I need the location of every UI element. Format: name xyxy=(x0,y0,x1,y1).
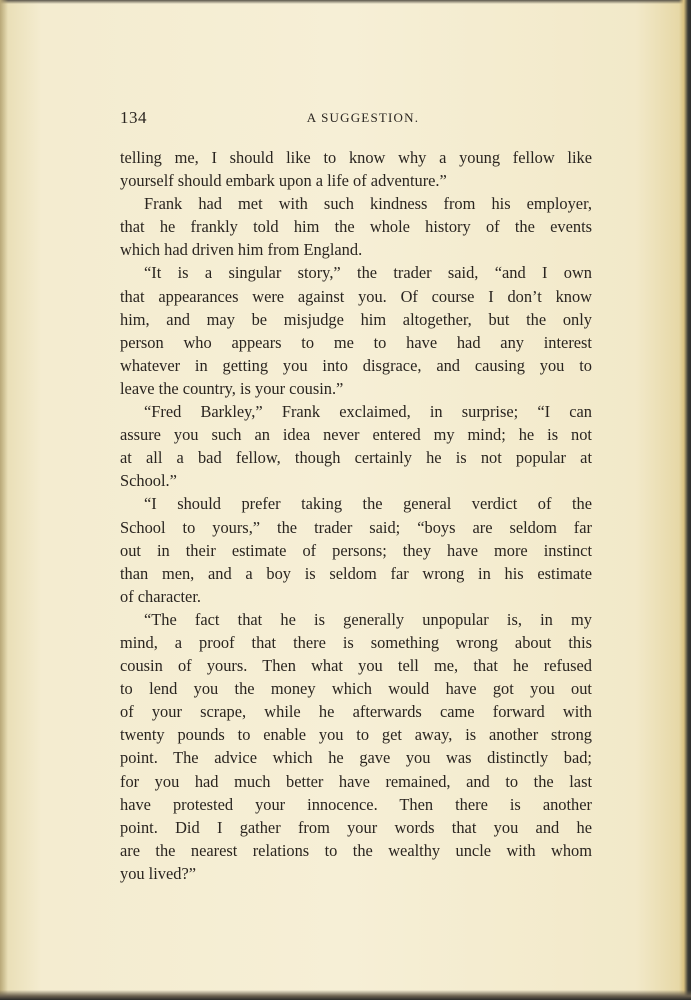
text-line: School to yours,” the trader said; “boys are seldom far xyxy=(120,517,592,537)
body-text xyxy=(120,146,592,885)
text-line: which had driven him from England. xyxy=(120,240,363,260)
text-line: School.” xyxy=(120,471,177,491)
text-line: “It is a singular story,” the trader said, “and I own xyxy=(144,263,592,283)
page-binding-shadow xyxy=(0,0,8,1000)
text-line: at all a bad fellow, though certainly he is not popular at xyxy=(120,448,592,468)
text-line: telling me, I should like to know why a young fellow like xyxy=(120,148,592,167)
page-bottom-edge xyxy=(0,990,691,1000)
text-line: “Fred Barkley,” Frank exclaimed, in surprise; “I can xyxy=(144,402,592,422)
text-line: point. The advice which he gave you was distinctly bad; xyxy=(120,748,592,768)
page-number: 134 xyxy=(120,108,147,127)
text-line: “The fact that he is generally unpopular is, in my xyxy=(144,609,592,629)
page-top-edge xyxy=(0,0,691,4)
text-line: are the nearest relations to the wealthy uncle with whom xyxy=(120,840,592,860)
text-line: that appearances were against you. Of course I don’t know xyxy=(120,286,592,306)
text-line: have protested your innocence. Then there is another xyxy=(120,794,592,814)
text-line: him, and may be misjudge him altogether, but the only xyxy=(120,309,592,329)
text-line: twenty pounds to enable you to get away, is another strong xyxy=(120,725,592,745)
text-line: for you had much better have remained, and to the last xyxy=(120,771,592,791)
text-line: cousin of yours. Then what you tell me, that he refused xyxy=(120,656,592,676)
page-right-edge xyxy=(679,0,691,1000)
text-line: person who appears to me to have had any interest xyxy=(120,332,592,352)
text-line: to lend you the money which would have got you out xyxy=(120,679,592,699)
text-line: than men, and a boy is seldom far wrong in his estimate xyxy=(120,563,592,583)
running-head: A SUGGESTION. xyxy=(306,110,420,125)
text-line: leave the country, is your cousin.” xyxy=(120,378,344,398)
text-line: of your scrape, while he afterwards came forward with xyxy=(120,702,592,722)
text-line: out in their estimate of persons; they have more instinct xyxy=(120,540,592,560)
text-line: assure you such an idea never entered my mind; he is not xyxy=(120,425,592,445)
page-header xyxy=(120,108,592,130)
text-line: you lived?” xyxy=(120,863,197,883)
text-line: mind, a proof that there is something wrong about this xyxy=(120,632,592,652)
text-line: that he frankly told him the whole history of the events xyxy=(120,217,592,237)
text-line: point. Did I gather from your words that you and he xyxy=(120,817,592,837)
text-line: “I should prefer taking the general verdict of the xyxy=(144,494,592,514)
text-line: whatever in getting you into disgrace, and causing you to xyxy=(120,355,592,375)
text-line: of character. xyxy=(120,586,201,606)
text-line: yourself should embark upon a life of adventure.” xyxy=(120,171,447,191)
text-line: Frank had met with such kindness from his employer, xyxy=(144,194,592,214)
